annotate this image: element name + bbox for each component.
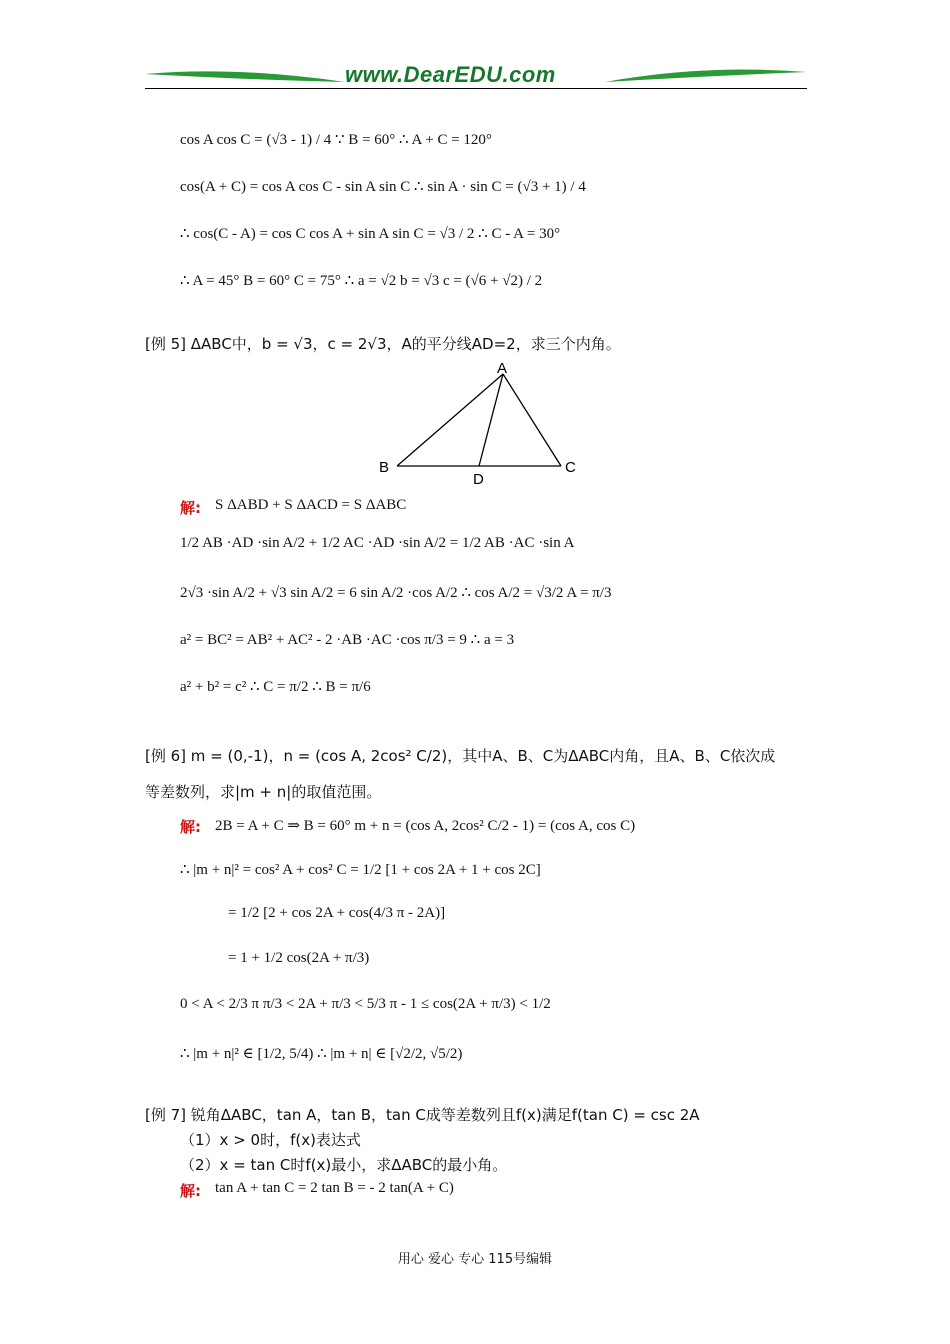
solution-5-label: 解: (180, 499, 201, 517)
ex7-step-1: tan A + tan C = 2 tan B = - 2 tan(A + C) (215, 1180, 454, 1196)
line-4: ∴ A = 45° B = 60° C = 75° ∴ a = √2 b = √3 c = (√6 + √2) / 2 (180, 273, 543, 289)
line-3: ∴ cos(C - A) = cos C cos A + sin A sin C = √3 / 2 ∴ C - A = 30° (180, 226, 561, 242)
example-6-prompt-line-1: [例 6] m = (0,-1)，n = (cos A, 2cos² C/2)，其中A、B、C为ΔABC内角，且A、B、C依次成 (145, 747, 776, 765)
ex5-step-3: 2√3 ·sin A/2 + √3 sin A/2 = 6 sin A/2 ·cos A/2 ∴ cos A/2 = √3/2 A = π/3 (180, 585, 612, 601)
example-7-question-1: （1）x > 0时，f(x)表达式 (180, 1131, 361, 1149)
example-7-prompt: [例 7] 锐角ΔABC，tan A，tan B，tan C成等差数列且f(x)满足f(tan C) = csc 2A (145, 1106, 700, 1124)
example-7-question-2: （2）x = tan C时f(x)最小，求ΔABC的最小角。 (180, 1156, 508, 1174)
ex6-step-4: = 1 + 1/2 cos(2A + π/3) (228, 950, 370, 966)
ex5-step-5: a² + b² = c² ∴ C = π/2 ∴ B = π/6 (180, 679, 371, 695)
ex5-step-2: 1/2 AB ·AD ·sin A/2 + 1/2 AC ·AD ·sin A/2 = 1/2 AB ·AC ·sin A (180, 535, 575, 551)
solution-6-label: 解: (180, 818, 201, 836)
vertex-c: C (565, 459, 576, 476)
page-footer: 用心 爱心 专心 115号编辑 (397, 1252, 553, 1267)
ex5-step-4: a² = BC² = AB² + AC² - 2 ·AB ·AC ·cos π/3 = 9 ∴ a = 3 (180, 632, 515, 648)
ex6-step-3: = 1/2 [2 + cos 2A + cos(4/3 π - 2A)] (228, 905, 446, 921)
ex6-step-1: 2B = A + C ⇒ B = 60° m + n = (cos A, 2cos² C/2 - 1) = (cos A, cos C) (215, 818, 636, 834)
vertex-a: A (497, 360, 508, 377)
site-title[interactable]: www.DearEDU.com (345, 62, 556, 87)
triangle-diagram (375, 360, 590, 485)
line-2: cos(A + C) = cos A cos C - sin A sin C ∴ sin A · sin C = (√3 + 1) / 4 (180, 179, 586, 195)
ex6-step-6: ∴ |m + n|² ∈ [1/2, 5/4) ∴ |m + n| ∈ [√2/2, √5/2) (180, 1046, 463, 1062)
site-header (145, 60, 807, 96)
ex6-step-5: 0 < A < 2/3 π π/3 < 2A + π/3 < 5/3 π - 1 ≤ cos(2A + π/3) < 1/2 (180, 996, 551, 1012)
example-6-prompt-line-2: 等差数列，求|m + n|的取值范围。 (145, 783, 382, 801)
header-rule (145, 88, 807, 89)
vertex-b: B (379, 459, 390, 476)
solution-7-label: 解: (180, 1182, 201, 1200)
ex6-step-2: ∴ |m + n|² = cos² A + cos² C = 1/2 [1 + cos 2A + 1 + cos 2C] (180, 862, 541, 878)
ex5-step-1: S ΔABD + S ΔACD = S ΔABC (215, 497, 407, 513)
line-1: cos A cos C = (√3 - 1) / 4 ∵ B = 60° ∴ A + C = 120° (180, 132, 492, 148)
vertex-d: D (473, 471, 484, 485)
example-5-prompt: [例 5] ΔABC中，b = √3，c = 2√3，A的平分线AD=2，求三个内角。 (145, 335, 621, 353)
